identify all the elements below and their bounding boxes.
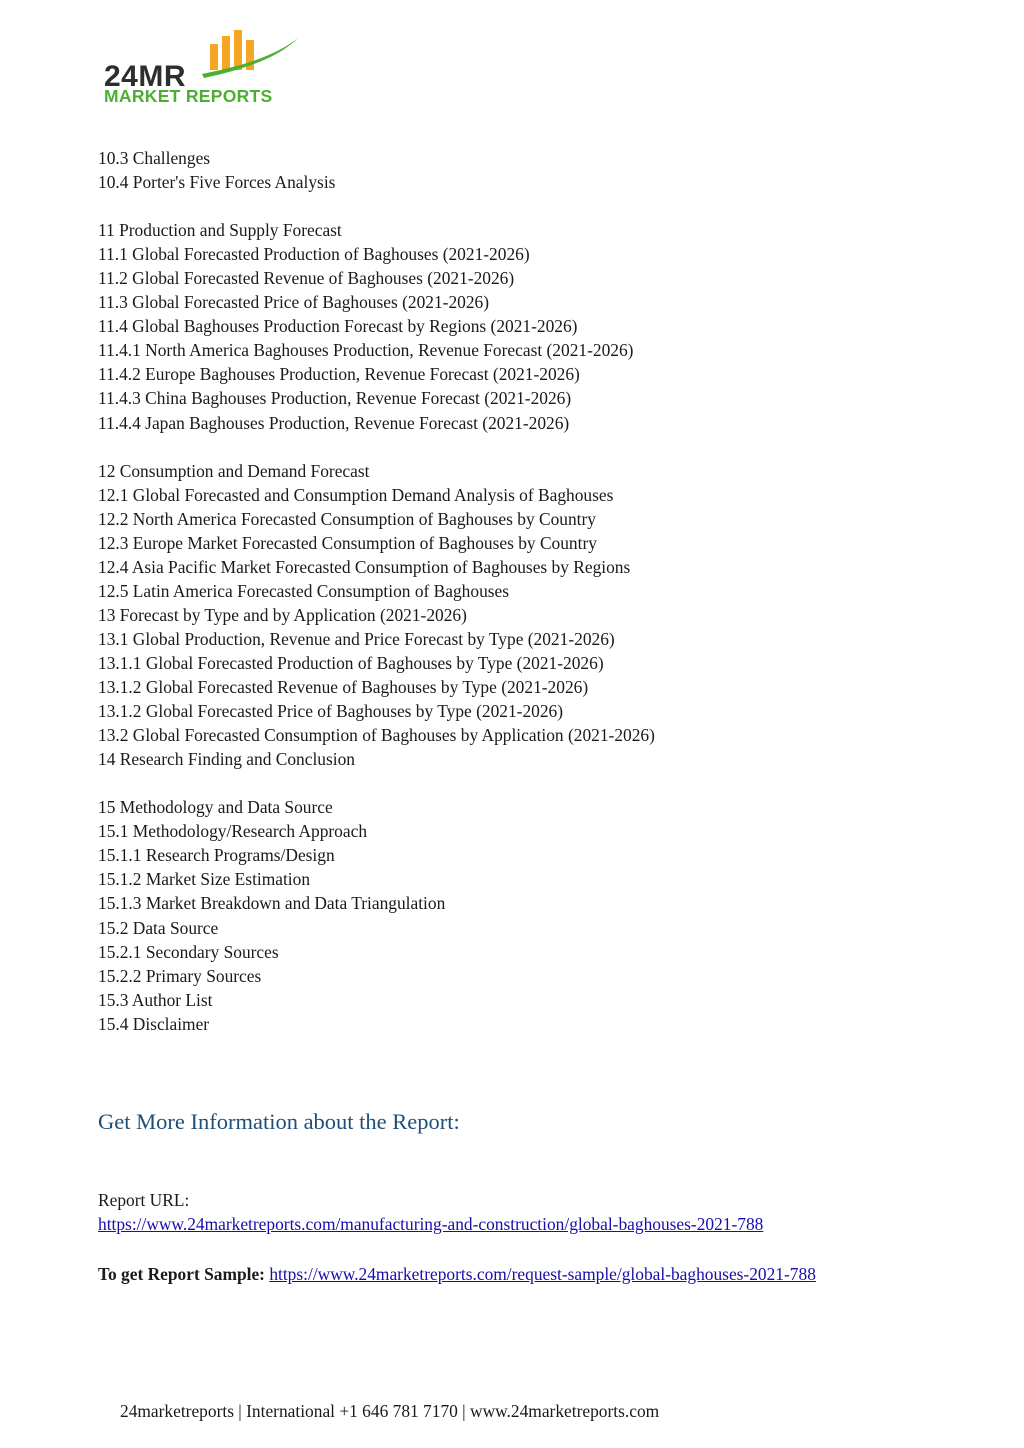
toc-item: 11 Production and Supply Forecast <box>98 220 342 241</box>
logo-tagline: MARKET REPORTS <box>104 86 273 106</box>
toc-item: 12.1 Global Forecasted and Consumption Demand Analysis of Baghouses <box>98 484 614 505</box>
toc-item: 11.3 Global Forecasted Price of Baghouses (2021-2026) <box>98 292 490 313</box>
toc-item: 10.4 Porter's Five Forces Analysis <box>98 172 336 193</box>
toc-item: 15.1.3 Market Breakdown and Data Triangulation <box>98 893 446 914</box>
toc-item: 11.4.2 Europe Baghouses Production, Revenue Forecast (2021-2026) <box>98 364 580 385</box>
toc-item: 15.2.2 Primary Sources <box>98 965 262 986</box>
table-of-contents <box>98 146 958 1036</box>
toc-item: 12 Consumption and Demand Forecast <box>98 460 370 481</box>
toc-item: 11.1 Global Forecasted Production of Baghouses (2021-2026) <box>98 244 530 265</box>
report-sample-link[interactable]: https://www.24marketreports.com/request-sample/global-baghouses-2021-788 <box>269 1264 816 1284</box>
report-sample-line <box>98 1264 816 1285</box>
toc-item: 11.4.3 China Baghouses Production, Revenue Forecast (2021-2026) <box>98 388 572 409</box>
toc-item: 15.3 Author List <box>98 989 213 1010</box>
report-url-link[interactable]: https://www.24marketreports.com/manufacturing-and-construction/global-baghouses-2021-788 <box>98 1214 764 1234</box>
toc-item: 15.1 Methodology/Research Approach <box>98 821 368 842</box>
toc-item: 14 Research Finding and Conclusion <box>98 749 355 770</box>
toc-item: 12.2 North America Forecasted Consumption of Baghouses by Country <box>98 508 596 529</box>
toc-item: 13.1 Global Production, Revenue and Price Forecast by Type (2021-2026) <box>98 628 615 649</box>
toc-item: 11.4.1 North America Baghouses Production, Revenue Forecast (2021-2026) <box>98 340 634 361</box>
toc-item: 13.1.1 Global Forecasted Production of Baghouses by Type (2021-2026) <box>98 652 604 673</box>
toc-spacer <box>98 435 958 459</box>
toc-item: 13.1.2 Global Forecasted Revenue of Baghouses by Type (2021-2026) <box>98 677 589 698</box>
more-info-heading: Get More Information about the Report: <box>98 1109 460 1134</box>
toc-item: 15.1.1 Research Programs/Design <box>98 845 335 866</box>
toc-item: 13.2 Global Forecasted Consumption of Baghouses by Application (2021-2026) <box>98 725 655 746</box>
report-sample-label: To get Report Sample: <box>98 1264 265 1284</box>
toc-item: 10.3 Challenges <box>98 148 211 168</box>
report-url-label: Report URL: <box>98 1190 190 1210</box>
toc-spacer <box>98 771 958 795</box>
toc-item: 13.1.2 Global Forecasted Price of Baghouses by Type (2021-2026) <box>98 701 564 722</box>
toc-item: 12.4 Asia Pacific Market Forecasted Consumption of Baghouses by Regions <box>98 556 631 577</box>
toc-item: 11.4 Global Baghouses Production Forecast by Regions (2021-2026) <box>98 316 578 337</box>
toc-item: 15.2.1 Secondary Sources <box>98 941 279 962</box>
toc-item: 13 Forecast by Type and by Application (2021-2026) <box>98 604 467 625</box>
toc-item: 12.5 Latin America Forecasted Consumption of Baghouses <box>98 580 510 601</box>
toc-spacer <box>98 194 958 218</box>
toc-item: 15.1.2 Market Size Estimation <box>98 869 311 890</box>
toc-item: 15.4 Disclaimer <box>98 1013 210 1034</box>
page-footer: 24marketreports | International +1 646 781 7170 | www.24marketreports.com <box>120 1401 660 1421</box>
toc-item: 15.2 Data Source <box>98 917 219 938</box>
toc-item: 12.3 Europe Market Forecasted Consumption of Baghouses by Country <box>98 532 597 553</box>
toc-item: 11.4.4 Japan Baghouses Production, Revenue Forecast (2021-2026) <box>98 412 570 433</box>
company-logo <box>100 28 310 108</box>
toc-item: 15 Methodology and Data Source <box>98 797 333 818</box>
logo-wordmark: 24MR <box>104 60 187 93</box>
toc-item: 11.2 Global Forecasted Revenue of Baghouses (2021-2026) <box>98 268 515 289</box>
bar-chart-swoosh-icon <box>200 28 310 88</box>
